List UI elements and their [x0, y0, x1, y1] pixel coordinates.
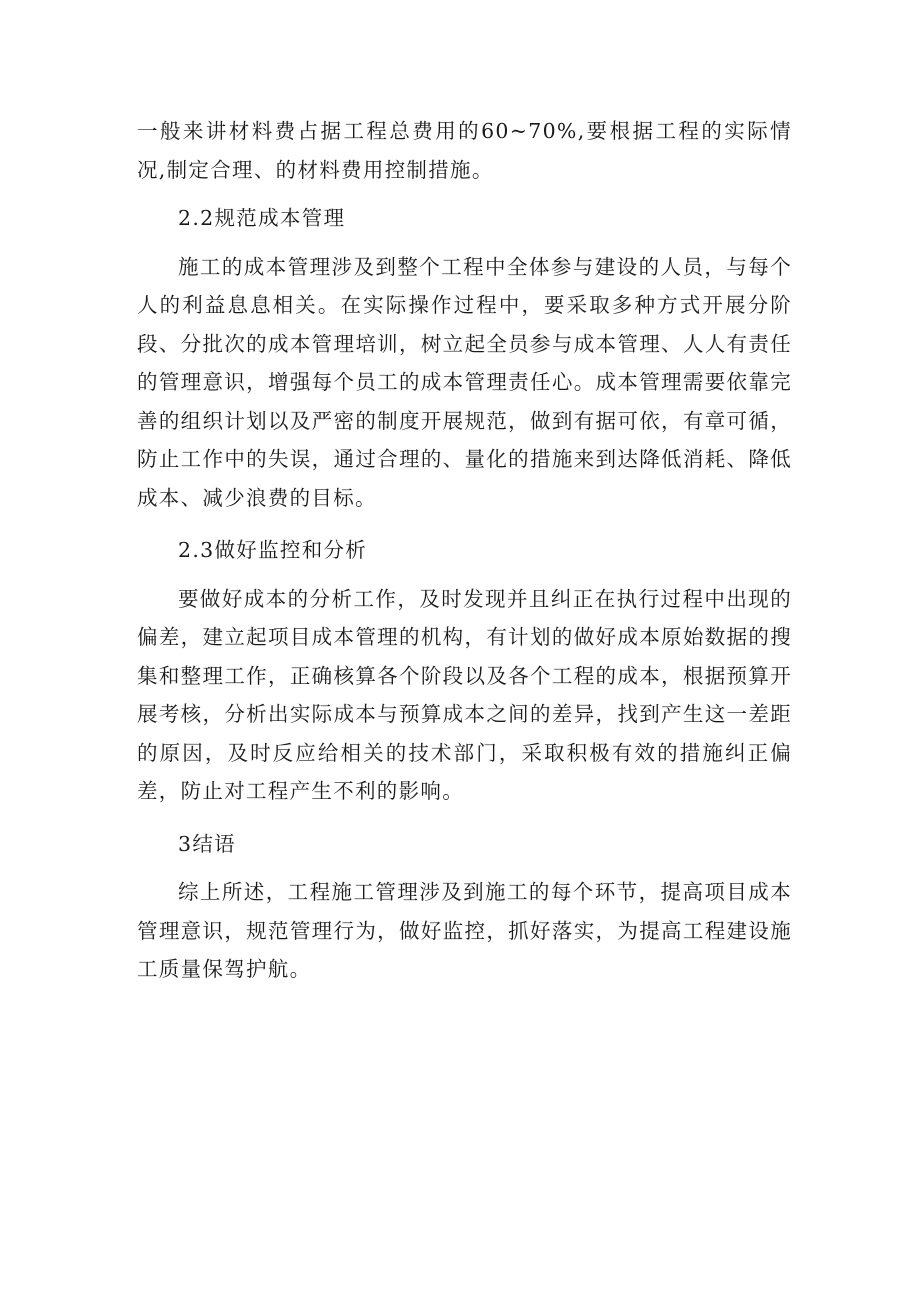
- section-heading-2-2: 2.2规范成本管理: [178, 206, 346, 230]
- section-heading-2-3: 2.3做好监控和分析: [178, 538, 368, 562]
- intro-paragraph: 一般来讲材料费占据工程总费用的60~70%,要根据工程的实际情况,制定合理、的材料费用控制措施。: [137, 119, 792, 182]
- document-body: [137, 112, 792, 989]
- section-paragraph-3: 综上所述，工程施工管理涉及到施工的每个环节，提高项目成本管理意识，规范管理行为，做好监控，抓好落实，为提高工程建设施工质量保驾护航。: [137, 880, 792, 981]
- section-paragraph-2-3: 要做好成本的分析工作，及时发现并且纠正在执行过程中出现的偏差，建立起项目成本管理的机构，有计划的做好成本原始数据的搜集和整理工作，正确核算各个阶段以及各个工程的成本，根据预算开展考核，分析出实际成本与预算成本之间的差异，找到产生这一差距的原因，及时反应给相关的技术部门，采取积极有效的措施纠正偏差，防止对工程产生不利的影响。: [137, 586, 792, 803]
- section-heading-3: 3结语: [178, 831, 236, 856]
- section-paragraph-2-2: 施工的成本管理涉及到整个工程中全体参与建设的人员，与每个人的利益息息相关。在实际操作过程中，要采取多种方式开展分阶段、分批次的成本管理培训，树立起全员参与成本管理、人人有责任的管理意识，增强每个员工的成本管理责任心。成本管理需要依靠完善的组织计划以及严密的制度开展规范，做到有据可依，有章可循，防止工作中的失误，通过合理的、量化的措施来到达降低消耗、降低成本、减少浪费的目标。: [137, 254, 792, 510]
